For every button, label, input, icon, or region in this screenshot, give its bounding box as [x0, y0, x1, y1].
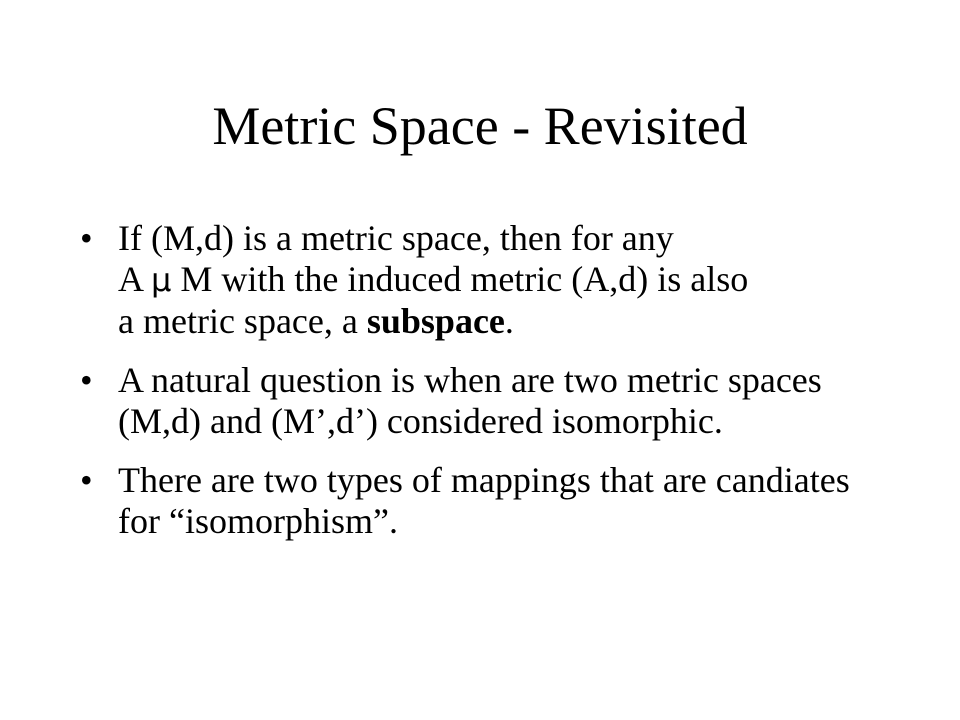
bullet-text-line-3a: a metric space, a	[118, 301, 367, 341]
bullet-text: A natural question is when are two metric spaces (M,d) and (M’,d’) considered isomorphic.	[118, 360, 822, 441]
bullet-marker: •	[80, 218, 93, 258]
bullet-item-subspace	[80, 218, 900, 342]
bullet-text-line-1: If (M,d) is a metric space, then for any	[118, 218, 674, 258]
bullet-text-line-2b: M with the induced metric (A,d) is also	[171, 259, 749, 299]
bullet-item-mappings	[80, 460, 900, 542]
bullet-list	[80, 218, 900, 560]
bullet-item-isomorphic-question	[80, 360, 900, 442]
bullet-text-line-3b: .	[504, 301, 514, 341]
bullet-marker: •	[80, 460, 93, 500]
bullet-marker: •	[80, 360, 93, 400]
bullet-text: There are two types of mappings that are candiates for “isomorphism”.	[118, 460, 850, 541]
subset-symbol: µ	[151, 261, 172, 299]
bullet-text-line-2a: A	[118, 259, 152, 299]
subspace-term: subspace	[366, 301, 505, 341]
slide-title: Metric Space - Revisited	[212, 96, 748, 156]
